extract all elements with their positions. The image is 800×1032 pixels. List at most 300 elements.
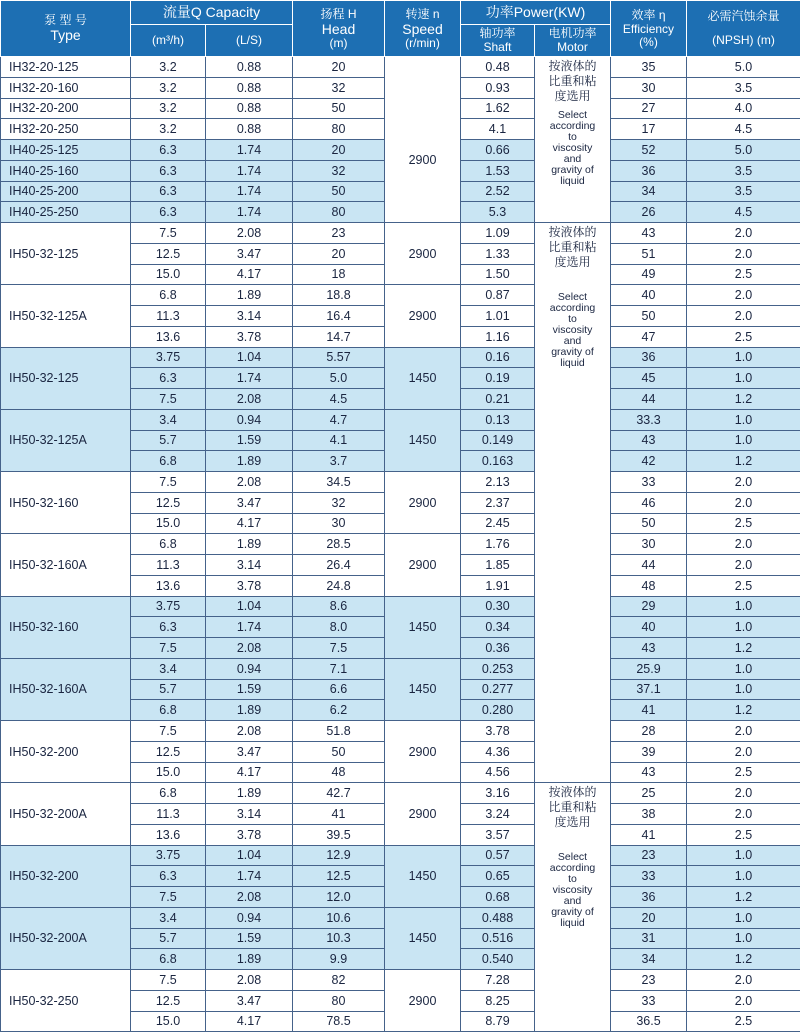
efficiency: 35 bbox=[611, 57, 687, 78]
capacity-ls: 4.17 bbox=[206, 264, 293, 285]
npsh: 1.0 bbox=[687, 928, 800, 949]
shaft-power: 1.53 bbox=[461, 160, 535, 181]
table-row bbox=[1, 534, 800, 555]
capacity-ls: 2.08 bbox=[206, 887, 293, 908]
npsh: 4.5 bbox=[687, 202, 800, 223]
capacity-m3h: 3.4 bbox=[131, 658, 206, 679]
shaft-power: 3.16 bbox=[461, 783, 535, 804]
pump-type: IH50-32-125A bbox=[1, 409, 131, 471]
efficiency: 40 bbox=[611, 617, 687, 638]
speed-value: 2900 bbox=[385, 285, 461, 347]
npsh: 1.0 bbox=[687, 907, 800, 928]
head-value: 9.9 bbox=[293, 949, 385, 970]
table-row bbox=[1, 907, 800, 928]
head-value: 42.7 bbox=[293, 783, 385, 804]
capacity-ls: 4.17 bbox=[206, 513, 293, 534]
efficiency: 33 bbox=[611, 472, 687, 493]
head-value: 32 bbox=[293, 160, 385, 181]
shaft-power: 0.488 bbox=[461, 907, 535, 928]
efficiency: 44 bbox=[611, 389, 687, 410]
head-header: 扬程 H Head (m) bbox=[293, 1, 385, 57]
efficiency: 33.3 bbox=[611, 409, 687, 430]
head-value: 34.5 bbox=[293, 472, 385, 493]
shaft-power: 0.540 bbox=[461, 949, 535, 970]
capacity-ls: 0.94 bbox=[206, 658, 293, 679]
capacity-m3h: 11.3 bbox=[131, 804, 206, 825]
head-value: 41 bbox=[293, 804, 385, 825]
speed-value: 2900 bbox=[385, 472, 461, 534]
head-value: 18 bbox=[293, 264, 385, 285]
head-value: 14.7 bbox=[293, 326, 385, 347]
pump-type: IH32-20-250 bbox=[1, 119, 131, 140]
head-value: 80 bbox=[293, 990, 385, 1011]
capacity-ls: 4.17 bbox=[206, 1011, 293, 1032]
shaft-power: 1.50 bbox=[461, 264, 535, 285]
shaft-power: 5.3 bbox=[461, 202, 535, 223]
head-value: 3.7 bbox=[293, 451, 385, 472]
capacity-m3h: 3.75 bbox=[131, 347, 206, 368]
head-value: 16.4 bbox=[293, 306, 385, 327]
capacity-ls: 1.04 bbox=[206, 347, 293, 368]
capacity-ls: 0.88 bbox=[206, 98, 293, 119]
efficiency: 40 bbox=[611, 285, 687, 306]
npsh-header: 必需汽蚀余量 (NPSH) (m) bbox=[687, 1, 800, 57]
capacity-header: 流量Q Capacity bbox=[131, 1, 293, 25]
table-row bbox=[1, 658, 800, 679]
capacity-ls: 3.78 bbox=[206, 575, 293, 596]
capacity-ls: 1.89 bbox=[206, 949, 293, 970]
pump-type: IH32-20-125 bbox=[1, 57, 131, 78]
efficiency: 34 bbox=[611, 949, 687, 970]
capacity-m3h: 3.4 bbox=[131, 409, 206, 430]
capacity-m3h: 13.6 bbox=[131, 575, 206, 596]
npsh: 1.0 bbox=[687, 658, 800, 679]
npsh: 2.0 bbox=[687, 555, 800, 576]
pump-type: IH32-20-160 bbox=[1, 77, 131, 98]
pump-type: IH50-32-160 bbox=[1, 472, 131, 534]
capacity-ls: 2.08 bbox=[206, 223, 293, 244]
shaft-power: 2.45 bbox=[461, 513, 535, 534]
npsh: 1.0 bbox=[687, 845, 800, 866]
capacity-m3h: 12.5 bbox=[131, 990, 206, 1011]
efficiency: 27 bbox=[611, 98, 687, 119]
efficiency: 37.1 bbox=[611, 679, 687, 700]
head-value: 30 bbox=[293, 513, 385, 534]
capacity-m3h: 7.5 bbox=[131, 389, 206, 410]
head-value: 50 bbox=[293, 181, 385, 202]
pump-type: IH50-32-200 bbox=[1, 845, 131, 907]
efficiency: 43 bbox=[611, 223, 687, 244]
head-value: 24.8 bbox=[293, 575, 385, 596]
npsh: 2.0 bbox=[687, 804, 800, 825]
capacity-ls: 1.04 bbox=[206, 596, 293, 617]
npsh: 2.0 bbox=[687, 970, 800, 991]
shaft-power: 3.57 bbox=[461, 824, 535, 845]
capacity-m3h: 6.3 bbox=[131, 160, 206, 181]
efficiency-header: 效率 η Efficiency (%) bbox=[611, 1, 687, 57]
head-value: 18.8 bbox=[293, 285, 385, 306]
capacity-m3h: 7.5 bbox=[131, 472, 206, 493]
efficiency: 49 bbox=[611, 264, 687, 285]
table-row bbox=[1, 57, 800, 78]
efficiency: 36 bbox=[611, 347, 687, 368]
efficiency: 38 bbox=[611, 804, 687, 825]
capacity-m3h: 6.3 bbox=[131, 202, 206, 223]
pump-type: IH40-25-200 bbox=[1, 181, 131, 202]
table-row bbox=[1, 970, 800, 991]
capacity-m3h: 3.2 bbox=[131, 77, 206, 98]
shaft-power: 3.78 bbox=[461, 721, 535, 742]
speed-value: 2900 bbox=[385, 534, 461, 596]
head-value: 50 bbox=[293, 741, 385, 762]
table-row bbox=[1, 409, 800, 430]
npsh: 1.2 bbox=[687, 949, 800, 970]
npsh: 2.0 bbox=[687, 223, 800, 244]
shaft-power: 1.85 bbox=[461, 555, 535, 576]
capacity-ls: 0.88 bbox=[206, 119, 293, 140]
capacity-m3h: 7.5 bbox=[131, 887, 206, 908]
npsh: 2.5 bbox=[687, 762, 800, 783]
head-value: 6.2 bbox=[293, 700, 385, 721]
shaft-power: 2.52 bbox=[461, 181, 535, 202]
head-value: 5.57 bbox=[293, 347, 385, 368]
npsh: 1.0 bbox=[687, 368, 800, 389]
efficiency: 30 bbox=[611, 77, 687, 98]
capacity-ls: 2.08 bbox=[206, 970, 293, 991]
shaft-power: 0.21 bbox=[461, 389, 535, 410]
efficiency: 52 bbox=[611, 140, 687, 161]
pump-type: IH40-25-160 bbox=[1, 160, 131, 181]
capacity-ls: 1.04 bbox=[206, 845, 293, 866]
capacity-ls: 3.47 bbox=[206, 990, 293, 1011]
efficiency: 25.9 bbox=[611, 658, 687, 679]
npsh: 1.0 bbox=[687, 617, 800, 638]
efficiency: 20 bbox=[611, 907, 687, 928]
shaft-power: 0.280 bbox=[461, 700, 535, 721]
capacity-m3h: 7.5 bbox=[131, 721, 206, 742]
shaft-power: 0.34 bbox=[461, 617, 535, 638]
capacity-ls: 3.78 bbox=[206, 326, 293, 347]
head-value: 8.0 bbox=[293, 617, 385, 638]
type-header: 泵 型 号 Type bbox=[1, 1, 131, 57]
motor-power-note bbox=[535, 783, 611, 1032]
capacity-ls: 2.08 bbox=[206, 721, 293, 742]
npsh: 2.5 bbox=[687, 824, 800, 845]
capacity-ls: 1.74 bbox=[206, 160, 293, 181]
capacity-m3h: 3.75 bbox=[131, 596, 206, 617]
capacity-ls: 0.88 bbox=[206, 57, 293, 78]
head-value: 4.1 bbox=[293, 430, 385, 451]
capacity-m3h: 13.6 bbox=[131, 824, 206, 845]
capacity-m3h: 15.0 bbox=[131, 1011, 206, 1032]
capacity-ls: 2.08 bbox=[206, 638, 293, 659]
efficiency: 28 bbox=[611, 721, 687, 742]
efficiency: 50 bbox=[611, 306, 687, 327]
pump-type: IH50-32-200 bbox=[1, 721, 131, 783]
npsh: 1.2 bbox=[687, 887, 800, 908]
pump-type: IH50-32-125A bbox=[1, 285, 131, 347]
head-value: 5.0 bbox=[293, 368, 385, 389]
npsh: 2.0 bbox=[687, 243, 800, 264]
capacity-m3h: 6.8 bbox=[131, 451, 206, 472]
speed-value: 1450 bbox=[385, 907, 461, 969]
capacity-ls: 1.74 bbox=[206, 368, 293, 389]
shaft-power: 4.1 bbox=[461, 119, 535, 140]
pump-type: IH50-32-125 bbox=[1, 347, 131, 409]
efficiency: 36 bbox=[611, 887, 687, 908]
capacity-ls: 4.17 bbox=[206, 762, 293, 783]
pump-type: IH50-32-125 bbox=[1, 223, 131, 285]
npsh: 1.0 bbox=[687, 596, 800, 617]
head-value: 20 bbox=[293, 57, 385, 78]
head-value: 12.9 bbox=[293, 845, 385, 866]
capacity-m3h: 5.7 bbox=[131, 679, 206, 700]
capacity-m3h: 3.2 bbox=[131, 98, 206, 119]
shaft-power: 0.19 bbox=[461, 368, 535, 389]
spec-table-body bbox=[1, 57, 800, 1032]
head-value: 7.1 bbox=[293, 658, 385, 679]
efficiency: 50 bbox=[611, 513, 687, 534]
pump-type: IH32-20-200 bbox=[1, 98, 131, 119]
npsh: 4.0 bbox=[687, 98, 800, 119]
capacity-ls: 1.74 bbox=[206, 181, 293, 202]
capacity-m3h: 6.8 bbox=[131, 534, 206, 555]
capacity-m3h: 6.8 bbox=[131, 700, 206, 721]
npsh: 3.5 bbox=[687, 77, 800, 98]
head-value: 78.5 bbox=[293, 1011, 385, 1032]
capacity-m3h: 6.3 bbox=[131, 140, 206, 161]
capacity-ls: 1.74 bbox=[206, 866, 293, 887]
table-row bbox=[1, 285, 800, 306]
efficiency: 42 bbox=[611, 451, 687, 472]
capacity-ls: 3.47 bbox=[206, 741, 293, 762]
efficiency: 46 bbox=[611, 492, 687, 513]
npsh: 2.0 bbox=[687, 306, 800, 327]
shaft-power: 1.01 bbox=[461, 306, 535, 327]
head-value: 4.7 bbox=[293, 409, 385, 430]
capacity-m3h: 3.2 bbox=[131, 57, 206, 78]
efficiency: 26 bbox=[611, 202, 687, 223]
speed-value: 1450 bbox=[385, 409, 461, 471]
npsh: 3.5 bbox=[687, 181, 800, 202]
table-row bbox=[1, 347, 800, 368]
capacity-ls: 0.88 bbox=[206, 77, 293, 98]
motor-note-cn: 按液体的比重和粘度选用 bbox=[535, 785, 610, 830]
capacity-m3h: 5.7 bbox=[131, 430, 206, 451]
shaft-power: 0.16 bbox=[461, 347, 535, 368]
shaft-power-header: 轴功率 Shaft bbox=[461, 25, 535, 57]
head-value: 50 bbox=[293, 98, 385, 119]
efficiency: 43 bbox=[611, 638, 687, 659]
table-row bbox=[1, 721, 800, 742]
npsh: 2.5 bbox=[687, 1011, 800, 1032]
capacity-ls-header: (L/S) bbox=[206, 25, 293, 57]
shaft-power: 1.09 bbox=[461, 223, 535, 244]
capacity-ls: 3.47 bbox=[206, 492, 293, 513]
capacity-m3h: 3.75 bbox=[131, 845, 206, 866]
capacity-m3h: 6.8 bbox=[131, 285, 206, 306]
capacity-m3h: 12.5 bbox=[131, 741, 206, 762]
pump-type: IH50-32-160A bbox=[1, 534, 131, 596]
head-value: 12.0 bbox=[293, 887, 385, 908]
shaft-power: 1.62 bbox=[461, 98, 535, 119]
npsh: 1.0 bbox=[687, 347, 800, 368]
capacity-m3h: 6.3 bbox=[131, 866, 206, 887]
efficiency: 36 bbox=[611, 160, 687, 181]
npsh: 1.0 bbox=[687, 430, 800, 451]
speed-value: 2900 bbox=[385, 57, 461, 223]
capacity-ls: 3.47 bbox=[206, 243, 293, 264]
npsh: 2.0 bbox=[687, 492, 800, 513]
efficiency: 23 bbox=[611, 845, 687, 866]
shaft-power: 0.163 bbox=[461, 451, 535, 472]
pump-type: IH40-25-125 bbox=[1, 140, 131, 161]
head-value: 7.5 bbox=[293, 638, 385, 659]
capacity-m3h: 3.2 bbox=[131, 119, 206, 140]
capacity-m3h: 3.4 bbox=[131, 907, 206, 928]
shaft-power: 1.76 bbox=[461, 534, 535, 555]
capacity-m3h: 13.6 bbox=[131, 326, 206, 347]
speed-value: 1450 bbox=[385, 596, 461, 658]
npsh: 1.2 bbox=[687, 638, 800, 659]
speed-header: 转速 n Speed (r/min) bbox=[385, 1, 461, 57]
head-value: 12.5 bbox=[293, 866, 385, 887]
shaft-power: 8.25 bbox=[461, 990, 535, 1011]
capacity-ls: 1.59 bbox=[206, 679, 293, 700]
efficiency: 43 bbox=[611, 762, 687, 783]
efficiency: 39 bbox=[611, 741, 687, 762]
motor-note-en: Select according to viscosity and gravity of liquid bbox=[535, 292, 610, 369]
capacity-ls: 2.08 bbox=[206, 472, 293, 493]
head-value: 80 bbox=[293, 119, 385, 140]
pump-type: IH50-32-200A bbox=[1, 783, 131, 845]
npsh: 1.2 bbox=[687, 700, 800, 721]
npsh: 2.0 bbox=[687, 990, 800, 1011]
capacity-ls: 3.78 bbox=[206, 824, 293, 845]
table-row bbox=[1, 472, 800, 493]
shaft-power: 0.149 bbox=[461, 430, 535, 451]
npsh: 2.5 bbox=[687, 513, 800, 534]
npsh: 1.2 bbox=[687, 389, 800, 410]
npsh: 2.0 bbox=[687, 285, 800, 306]
shaft-power: 0.48 bbox=[461, 57, 535, 78]
efficiency: 47 bbox=[611, 326, 687, 347]
efficiency: 17 bbox=[611, 119, 687, 140]
capacity-ls: 1.74 bbox=[206, 617, 293, 638]
shaft-power: 0.66 bbox=[461, 140, 535, 161]
capacity-m3h: 12.5 bbox=[131, 492, 206, 513]
npsh: 4.5 bbox=[687, 119, 800, 140]
capacity-m3h: 15.0 bbox=[131, 264, 206, 285]
efficiency: 25 bbox=[611, 783, 687, 804]
speed-value: 1450 bbox=[385, 658, 461, 720]
head-value: 28.5 bbox=[293, 534, 385, 555]
efficiency: 51 bbox=[611, 243, 687, 264]
shaft-power: 2.37 bbox=[461, 492, 535, 513]
motor-note-cn: 按液体的比重和粘度选用 bbox=[535, 59, 610, 104]
npsh: 2.5 bbox=[687, 264, 800, 285]
capacity-ls: 2.08 bbox=[206, 389, 293, 410]
capacity-m3h: 6.8 bbox=[131, 949, 206, 970]
shaft-power: 0.36 bbox=[461, 638, 535, 659]
capacity-ls: 1.89 bbox=[206, 700, 293, 721]
motor-note-en: Select according to viscosity and gravity of liquid bbox=[535, 852, 610, 929]
head-value: 51.8 bbox=[293, 721, 385, 742]
shaft-power: 3.24 bbox=[461, 804, 535, 825]
capacity-ls: 1.89 bbox=[206, 285, 293, 306]
npsh: 2.0 bbox=[687, 741, 800, 762]
efficiency: 36.5 bbox=[611, 1011, 687, 1032]
efficiency: 23 bbox=[611, 970, 687, 991]
capacity-m3h: 11.3 bbox=[131, 555, 206, 576]
efficiency: 31 bbox=[611, 928, 687, 949]
shaft-power: 0.253 bbox=[461, 658, 535, 679]
efficiency: 41 bbox=[611, 824, 687, 845]
efficiency: 33 bbox=[611, 866, 687, 887]
head-value: 39.5 bbox=[293, 824, 385, 845]
npsh: 1.2 bbox=[687, 451, 800, 472]
efficiency: 44 bbox=[611, 555, 687, 576]
capacity-ls: 3.14 bbox=[206, 804, 293, 825]
head-value: 26.4 bbox=[293, 555, 385, 576]
npsh: 2.0 bbox=[687, 721, 800, 742]
pump-type: IH50-32-250 bbox=[1, 970, 131, 1032]
motor-note-cn: 按液体的比重和粘度选用 bbox=[535, 225, 610, 270]
head-value: 4.5 bbox=[293, 389, 385, 410]
efficiency: 43 bbox=[611, 430, 687, 451]
capacity-ls: 3.14 bbox=[206, 306, 293, 327]
head-value: 8.6 bbox=[293, 596, 385, 617]
shaft-power: 0.57 bbox=[461, 845, 535, 866]
shaft-power: 1.16 bbox=[461, 326, 535, 347]
capacity-m3h: 7.5 bbox=[131, 638, 206, 659]
speed-value: 2900 bbox=[385, 783, 461, 845]
pump-type: IH50-32-200A bbox=[1, 907, 131, 969]
shaft-power: 4.56 bbox=[461, 762, 535, 783]
capacity-ls: 1.89 bbox=[206, 534, 293, 555]
shaft-power: 0.87 bbox=[461, 285, 535, 306]
speed-value: 2900 bbox=[385, 223, 461, 285]
npsh: 5.0 bbox=[687, 140, 800, 161]
efficiency: 30 bbox=[611, 534, 687, 555]
table-row bbox=[1, 596, 800, 617]
head-value: 6.6 bbox=[293, 679, 385, 700]
capacity-m3h: 5.7 bbox=[131, 928, 206, 949]
table-row bbox=[1, 845, 800, 866]
efficiency: 48 bbox=[611, 575, 687, 596]
npsh: 3.5 bbox=[687, 160, 800, 181]
efficiency: 33 bbox=[611, 990, 687, 1011]
pump-type: IH40-25-250 bbox=[1, 202, 131, 223]
head-value: 82 bbox=[293, 970, 385, 991]
capacity-ls: 1.74 bbox=[206, 202, 293, 223]
shaft-power: 1.33 bbox=[461, 243, 535, 264]
shaft-power: 0.68 bbox=[461, 887, 535, 908]
table-row bbox=[1, 223, 800, 244]
shaft-power: 7.28 bbox=[461, 970, 535, 991]
efficiency: 29 bbox=[611, 596, 687, 617]
head-value: 20 bbox=[293, 243, 385, 264]
efficiency: 41 bbox=[611, 700, 687, 721]
efficiency: 45 bbox=[611, 368, 687, 389]
motor-power-note bbox=[535, 57, 611, 223]
pump-type: IH50-32-160A bbox=[1, 658, 131, 720]
shaft-power: 0.277 bbox=[461, 679, 535, 700]
npsh: 1.0 bbox=[687, 409, 800, 430]
shaft-power: 0.516 bbox=[461, 928, 535, 949]
head-value: 10.6 bbox=[293, 907, 385, 928]
shaft-power: 4.36 bbox=[461, 741, 535, 762]
